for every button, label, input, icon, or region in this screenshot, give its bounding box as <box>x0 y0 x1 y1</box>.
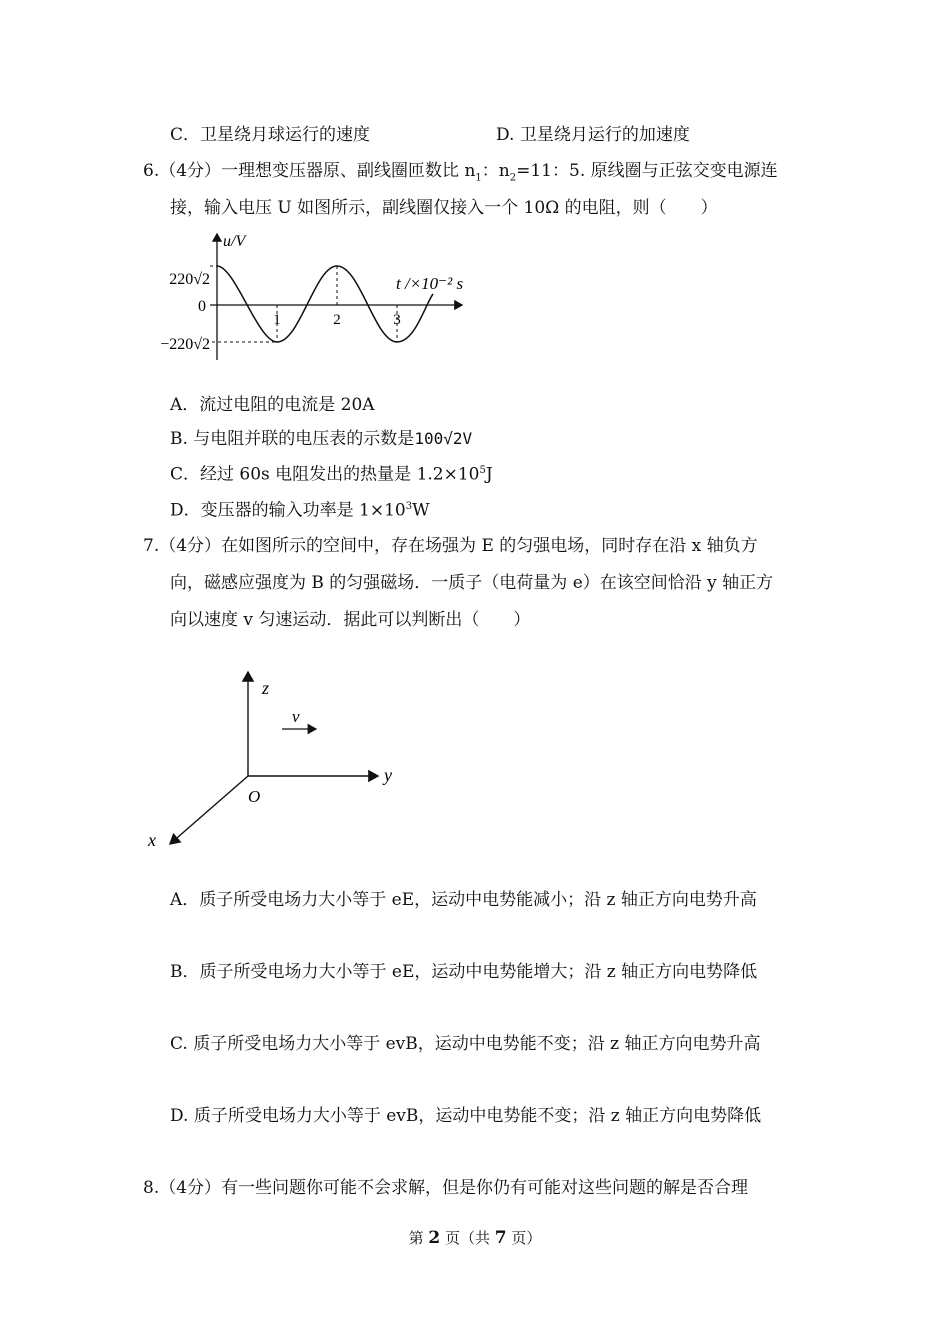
q6-text-b: ：n <box>481 161 510 181</box>
q6-n2-sub: 2 <box>509 172 517 184</box>
q6-option-a: A．流过电阻的电流是 20A <box>170 395 375 415</box>
q6-n1-sub: 1 <box>475 172 482 184</box>
q6-line2: 接，输入电压 U 如图所示，副线圈仅接入一个 10Ω 的电阻，则（ ） <box>170 198 718 218</box>
q6-option-d-unit: W <box>412 500 430 521</box>
q6-option-b <box>170 431 472 448</box>
q5-option-c: C．卫星绕月球运行的速度 <box>170 125 371 145</box>
q6-option-d-text: D．变压器的输入功率是 1×10 <box>170 500 406 521</box>
q7-line3: 向以速度 v 匀速运动．据此可以判断出（ ） <box>170 610 531 630</box>
q6-option-d-exp: 3 <box>405 501 413 512</box>
q7-origin-label: O <box>248 787 261 806</box>
q7-line2: 向，磁感应强度为 B 的匀强磁场．一质子（电荷量为 e）在该空间恰沿 y 轴正方 <box>170 573 774 593</box>
q7-option-b: B．质子所受电场力大小等于 eE，运动中电势能增大；沿 z 轴正方向电势降低 <box>170 962 758 982</box>
q6-option-c-unit: J <box>485 464 493 485</box>
q6-graph-zero-label: 0 <box>198 298 206 315</box>
footer-total-pages: 7 <box>494 1228 507 1248</box>
q6-option-b-value: 100√2V <box>414 429 473 448</box>
q6-graph-tick-2: 2 <box>333 312 341 328</box>
footer-post: 页） <box>506 1229 542 1247</box>
q6-graph-y-label: u/V <box>223 233 246 250</box>
q8-line1 <box>143 1180 748 1197</box>
q8-score: （4分） <box>159 1178 222 1198</box>
q6-option-c-text: C．经过 60s 电阻发出的热量是 1.2×10 <box>170 464 480 485</box>
q8-number: 8. <box>143 1178 160 1198</box>
q6-score: （4分） <box>159 161 222 181</box>
q6-text-a: 一理想变压器原、副线圈匝数比 n <box>221 161 476 181</box>
q7-v-label: v <box>292 707 300 726</box>
footer-pre: 第 <box>408 1229 429 1247</box>
q6-graph-tick-1: 1 <box>273 312 281 328</box>
q6-option-d <box>170 502 430 520</box>
q7-line1 <box>143 538 758 555</box>
q6-option-c-exp: 5 <box>479 465 486 476</box>
q7-z-label: z <box>262 678 270 698</box>
q6-graph-ymin-label: −220√2 <box>160 336 210 353</box>
footer-page-number: 2 <box>428 1228 441 1248</box>
q6-line1 <box>143 163 778 183</box>
q7-text-a: 在如图所示的空间中，存在场强为 E 的匀强电场，同时存在沿 x 轴负方 <box>221 536 758 556</box>
q6-number: 6. <box>143 161 160 181</box>
q7-option-d: D. 质子所受电场力大小等于 evB，运动中电势能不变；沿 z 轴正方向电势降低 <box>170 1106 762 1126</box>
q7-y-label: y <box>384 765 392 785</box>
q7-score: （4分） <box>159 536 222 556</box>
page-footer <box>0 1230 950 1247</box>
q6-graph-ymax-label: 220√2 <box>169 271 210 288</box>
q8-text-a: 有一些问题你可能不会求解，但是你仍有可能对这些问题的解是否合理 <box>221 1178 749 1198</box>
q7-number: 7. <box>143 536 160 556</box>
q7-coordinate-figure <box>140 662 410 857</box>
q6-voltage-graph <box>140 228 485 363</box>
q6-text-c: =11：5. 原线圈与正弦交变电源连 <box>516 161 778 181</box>
footer-mid: 页（共 <box>440 1229 495 1247</box>
q6-graph-tick-3: 3 <box>393 312 401 328</box>
q5-option-d: D. 卫星绕月运行的加速度 <box>496 125 690 145</box>
q6-graph-t-label: t /×10⁻² s <box>396 274 464 293</box>
q7-option-a: A．质子所受电场力大小等于 eE，运动中电势能减小；沿 z 轴正方向电势升高 <box>170 890 757 910</box>
q7-option-c: C. 质子所受电场力大小等于 evB，运动中电势能不变；沿 z 轴正方向电势升高 <box>170 1034 761 1054</box>
q6-option-c <box>170 466 493 484</box>
q6-option-b-text: B. 与电阻并联的电压表的示数是 <box>170 429 415 449</box>
q7-x-axis <box>170 776 248 844</box>
q7-x-label: x <box>148 830 156 850</box>
